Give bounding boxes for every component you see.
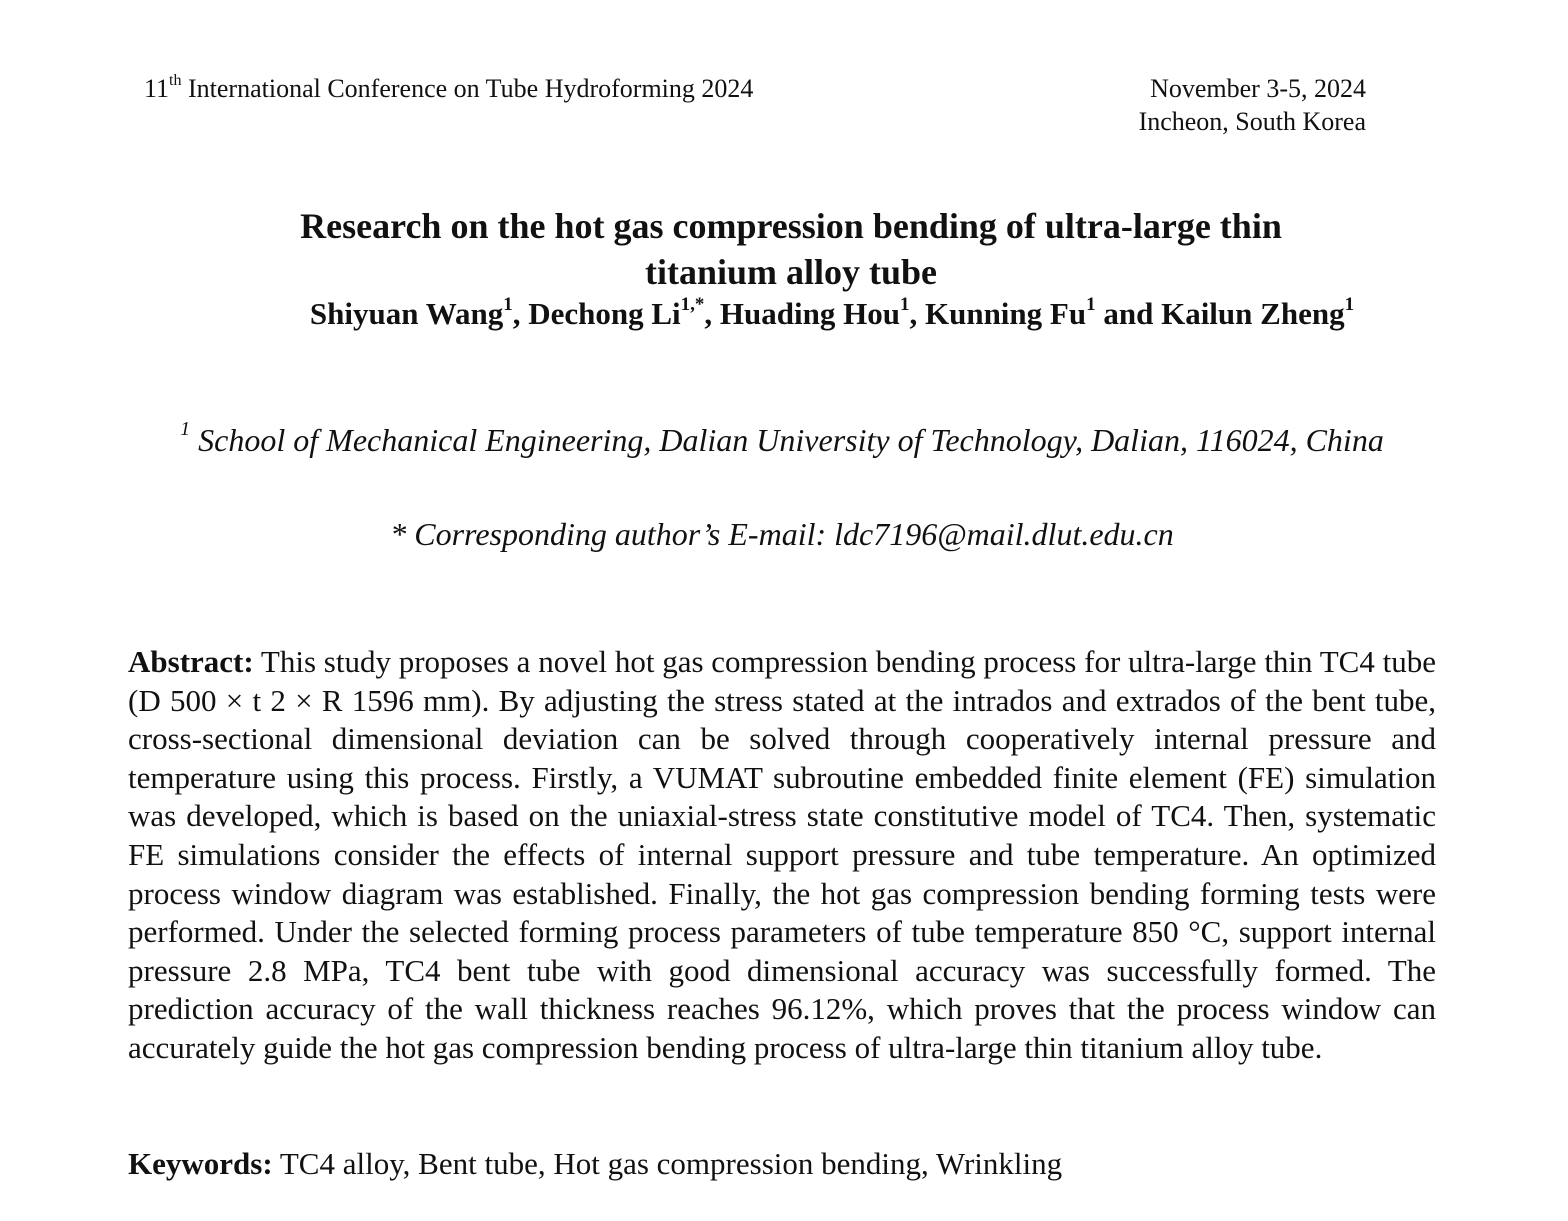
author-affiliation-mark: 1,* <box>680 293 705 315</box>
author-affiliation-mark: 1 <box>1344 293 1355 315</box>
abstract <box>128 643 1436 1068</box>
conference-name: International Conference on Tube Hydroforming 2024 <box>181 74 754 103</box>
author-affiliation-mark: 1 <box>503 293 513 315</box>
affiliation-mark: 1 <box>180 418 191 441</box>
author-name: Shiyuan Wang <box>309 296 504 331</box>
conference-header <box>144 72 753 106</box>
affiliation <box>180 420 1384 460</box>
paper-title-line-1: Research on the hot gas compression bending of ultra-large thin <box>300 206 1282 246</box>
author-list <box>200 294 1464 333</box>
conference-ordinal-number: 11 <box>144 74 170 103</box>
paper-title <box>180 203 1402 295</box>
keywords <box>128 1145 1436 1183</box>
author-name: Kunning Fu <box>924 296 1087 331</box>
affiliation-text: School of Mechanical Engineering, Dalian University of Technology, Dalian, 116024, China <box>190 422 1384 458</box>
author-separator: , <box>704 296 720 331</box>
author-affiliation-mark: 1 <box>1086 293 1096 315</box>
abstract-label: Abstract: <box>128 644 254 679</box>
paper-title-line-2: titanium alloy tube <box>644 252 938 292</box>
conference-ordinal-suffix: th <box>169 72 182 90</box>
conference-location: Incheon, South Korea <box>1138 107 1366 136</box>
author-separator: and <box>1095 296 1162 331</box>
abstract-text: This study proposes a novel hot gas compression bending process for ultra-large thin TC4 tube (D 500 × t 2 × R 1596 mm). By adjusting the stress stated at the intrados and extrados of the bent tube, cross-sectional dimensional deviation can be solved through cooperatively internal pressure and temperature using this process. Firstly, a VUMAT subroutine embedded finite element (FE) simulation was developed, which is based on the uniaxial-stress state constitutive model of TC4. Then, systematic FE simulations consider the effects of internal support pressure and tube temperature. An optimized process window diagram was established. Finally, the hot gas compression bending forming tests were performed. Under the selected forming process parameters of tube temperature 850 °C, support internal pressure 2.8 MPa, TC4 bent tube with good dimensional accuracy was successfully formed. The prediction accuracy of the wall thickness reaches 96.12%, which proves that the process window can accurately guide the hot gas compression bending process of ultra-large thin titanium alloy tube. <box>128 644 1436 1065</box>
author-separator: , <box>512 296 529 331</box>
author-separator: , <box>909 296 925 331</box>
author-name: Dechong Li <box>528 296 681 331</box>
keywords-text: TC4 alloy, Bent tube, Hot gas compression bending, Wrinkling <box>272 1146 1063 1181</box>
conference-date-location <box>1139 72 1366 138</box>
conference-date: November 3-5, 2024 <box>1150 74 1366 103</box>
corresponding-author-email: * Corresponding author’s E-mail: ldc7196@mail.dlut.edu.cn <box>390 516 1174 552</box>
author-name: Kailun Zheng <box>1161 296 1345 331</box>
author-affiliation-mark: 1 <box>899 293 910 315</box>
author-name: Huading Hou <box>719 296 900 331</box>
keywords-label: Keywords: <box>128 1146 273 1181</box>
